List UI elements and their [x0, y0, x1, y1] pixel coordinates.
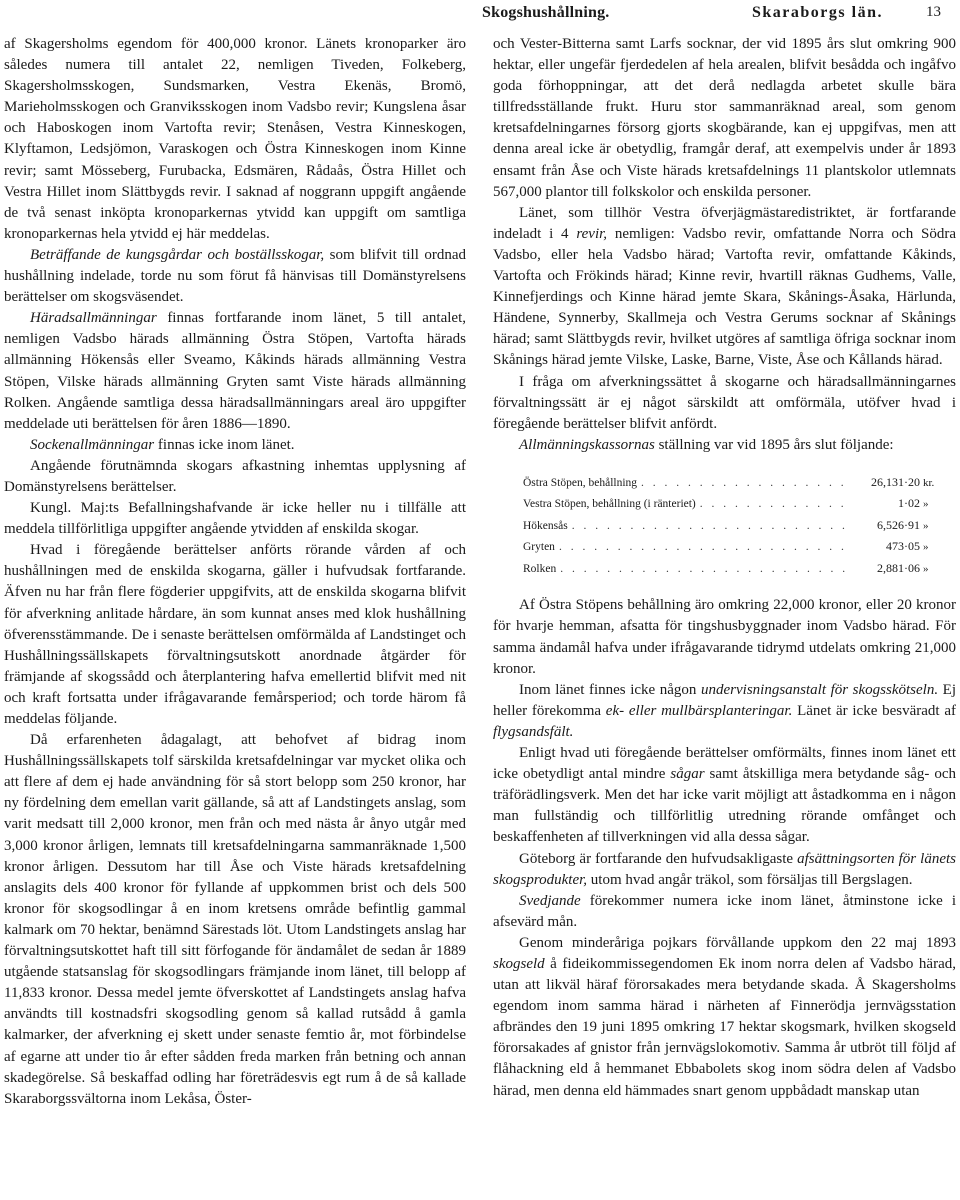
paragraph-text: Länet, som tillhör Vestra öfverjägmästaredistriktet, är fortfarande indeladt i 4 — [493, 204, 956, 242]
paragraph: Kungl. Maj:ts Befallningshafvande är icke heller nu i tillfälle att meddela tillförlitliga uppgifter angående ytvidden af enskilda skogar. — [4, 500, 466, 538]
emphasis: Sockenallmänningar — [30, 436, 155, 453]
leader-dots — [700, 494, 852, 515]
holdings-unit: » — [923, 541, 929, 554]
holdings-amount: 2,881·06 — [877, 560, 920, 575]
holdings-name: Hökensås — [523, 519, 568, 532]
holdings-amount: 1·02 — [898, 496, 920, 511]
leader-dots — [641, 473, 852, 494]
right-column — [493, 34, 956, 1102]
paragraph: Angående förutnämnda skogars afkastning inhemtas upplysning af Domänstyrelsens berättelser. — [4, 457, 466, 495]
emphasis: skogseld — [493, 955, 545, 972]
holdings-amount: 26,131·20 — [871, 474, 920, 489]
paragraph-text: samt åtskilliga mera betydande såg- och träförädlingsverk. Men det har icke varit möjligt att åstadkomma en i någon man fullständig och tillförlitlig utredning rörande omfånget och beskaffenheten af tillverkningen vid alla dessa sågar. — [493, 766, 956, 846]
paragraph — [4, 435, 466, 456]
holdings-name: Gryten — [523, 541, 555, 554]
emphasis: ek- eller mullbärsplanteringar. — [605, 702, 793, 719]
paragraph — [493, 680, 956, 743]
paragraph: I fråga om afverkningssättet å skogarne och häradsallmänningarnes förvaltningssätt är ej något särskildt att omförmäla, utöfver hvad i föregående berättelser blifvit anfördt. — [493, 373, 956, 432]
holdings-amount: 6,526·91 — [877, 517, 920, 532]
emphasis: revir, — [576, 225, 608, 242]
holdings-name: Vestra Stöpen, behållning (i ränteriet) — [523, 498, 696, 511]
paragraph — [493, 933, 956, 1102]
paragraph — [4, 308, 466, 435]
paragraph — [493, 891, 956, 933]
holdings-row — [523, 536, 949, 558]
paragraph-text: förekommer numera icke inom länet, åtminstone icke i afsevärd mån. — [493, 892, 956, 930]
paragraph-text: Göteborg är fortfarande den hufvudsakligaste — [519, 850, 798, 867]
holdings-table — [523, 472, 949, 580]
holdings-row — [523, 515, 949, 537]
paragraph — [493, 849, 956, 891]
emphasis: afsättningsorten för länets skogsprodukter, — [493, 850, 956, 888]
paragraph-text: Inom länet finnes icke någon — [519, 681, 701, 698]
paragraph-text: finnas fortfarande inom länet, 5 till antalet, nemligen Vadsbo härads allmänning Östra Stöpen, Vartofta härads allmänning Hökensås eller Sveamo, Kåkinds härads allmänning Vestra Stöpen, Vilske härads allmänning Gryten samt Viste härads allmänning Rolken. Angående samtliga dessa häradsallmänningars areal äro uppgifter meddelade uti berättelsen för åren 1886—1890. — [4, 310, 466, 432]
emphasis: Allmänningskassornas — [519, 436, 655, 453]
paragraph — [493, 743, 956, 848]
paragraph — [493, 435, 956, 456]
paragraph: Då erfarenheten ådagalagt, att behofvet af bidrag inom Hushållningssällskapets tolf särskilda kretsafdelningar var mycket olika och att flere af dem ej hade användning för så stort belopp som 250 kronor, har ny fördelning dem emellan varit gällande, så att af Landstingets anslag, som varit medsatt till 2,000 kronor, men från och med nästa år ånyo utgår med 3,000 kronor årligen, lemnats till kretsafdelningarna sammanräknade 1,500 kronor årligen. Dessutom har till Åse och Viste härads kretsafdelning anslagits dels 400 kronor för fyllande af uppkommen brist och dels 500 kronor för skogsodlingar å en inom kretsens område befintlig gammal kalmark om 70 hektar, benämnd Särestads löt. Utom Landstingets anslag har förvaltningsutskottet haft till sitt förfogande för ändamålet de sedan år 1889 utgående statsanslag för skogsodlingars främjande inom länet, till belopp af 11,833 kronor. Dessa medel jemte öfverskottet af Landstingets anslag hafva användts till kostnadsfri skogsodling genom så kallad rutsådd å gamla kalmarker, der afverkning ej skett under senaste femtio år, mot förbindelse af egarne att under tio år efter sådden freda marken från betning och annan skadegörelse. Så beskaffad odling har företrädesvis egt rum å de så kallade Skaraborgssvältorna inom Lekåsa, Öster- — [4, 732, 466, 1107]
holdings-unit: » — [923, 498, 929, 511]
holdings-name: Östra Stöpen, behållning — [523, 476, 638, 489]
leader-dots — [560, 559, 852, 580]
holdings-name: Rolken — [523, 562, 557, 575]
emphasis: undervisningsanstalt för skogsskötseln. — [701, 681, 939, 698]
emphasis: Häradsallmänningar — [30, 310, 157, 327]
emphasis: Beträffande de kungsgårdar och boställsskogar, — [30, 246, 325, 263]
paragraph-text: Enligt hvad uti föregående berättelser omförmälts, finnes inom länet ett icke obetydligt antal mindre — [493, 745, 956, 783]
paragraph-text: som blifvit till ordnad hushållning indelade, torde nu som förut få hänvisas till Domänstyrelsens berättelser om skogsväsendet. — [4, 246, 466, 306]
paragraph-text: ställning var vid 1895 års slut följande: — [654, 436, 894, 453]
holdings-row — [523, 493, 949, 515]
paragraph-text: Genom minderåriga pojkars förvållande uppkom den 22 maj 1893 — [519, 934, 956, 951]
holdings-unit: » — [923, 562, 929, 575]
paragraph-text: nemligen: Vadsbo revir, omfattande Norra och Södra Vadsbo, eller hela Vadsbo härad; Vartofta revir, omfattande Kåkinds, Vartofta och Frökinds härad; Kinne revir, hvartill räknas Gudhems, Valle, Kinnefjerdings och Kinne härad jemte Skara, Skånings-Åsaka, Härlunda, Händene, Synnerby, Skallmeja och Vestra Gerums socknar af Skånings härad; samt Slättbygds revir, hvilket utgöres af samtliga öfriga socknar inom Skånings härad jemte Vilske, Laske, Barne, Viste, Åse och Kållands härad. — [493, 225, 956, 369]
paragraph-text: Länet är icke besväradt af — [792, 702, 956, 719]
leader-dots — [559, 537, 852, 558]
holdings-amount: 473·05 — [886, 539, 920, 554]
left-column — [4, 34, 466, 1110]
paragraph: Hvad i föregående berättelser anförts rörande vården af och hushållningen med de enskilda skogarna, gäller i hufvudsak fortfarande. Äfven nu har från flere fögderier uppgifvits, att de enskilda skogarna blifvit för afverkning anlitade hårdare, än som kunnat anses med klok hushållning öfverensstämmande. De i senaste berättelsen omförmälda af Landstinget och Hushållningssällskapets förvaltningsutskott anordnade åtgärder för främjande af skogssådd och återplantering hafva emellertid blifvit med nit och kraft fortsatta under ifrågavarande femårsperiod; och torde härom få meddelas följande. — [4, 542, 466, 727]
paragraph: Af Östra Stöpens behållning äro omkring 22,000 kronor, eller 20 kronor för hvarje hemman, afsatta för tingshusbyggnader inom Vadsbo härad. För samma ändamål hafva under ifrågavarande tidrymd utdelats omkring 21,000 kronor. — [493, 597, 956, 677]
paragraph — [493, 203, 956, 372]
holdings-unit: kr. — [923, 476, 935, 489]
holdings-unit: » — [923, 519, 929, 532]
leader-dots — [572, 516, 852, 537]
paragraph-text: finnas icke inom länet. — [154, 436, 295, 453]
paragraph-text: å fideikommissegendomen Ek inom norra delen af Vadsbo härad, utan att likväl häraf förorsakades mera betydande skada. Å Skagersholms egendom inom samma härad i närheten af Finnerödja jernvägsstation afbrändes den 19 juni 1895 omkring 17 hektar skogsmark, hvilken skogseld förorsakades af gnistor från jernvägslokomotiv. Samma år utbröt till följd af flåhackning eld å hemmanet Ebbabolets skog inom södra delen af Vadsbo härad, men denna eld hämmades snart genom uppbådadt manskap utan — [493, 955, 956, 1099]
paragraph: af Skagersholms egendom för 400,000 kronor. Länets kronoparker äro således numera till antalet 22, nemligen Tiveden, Folkeberg, Skagersholmsskogen, Sundsmarken, Vestra Ekenäs, Bromö, Marieholmsskogen och Granviksskogen inom Vadsbo revir; Kungslena åsar och Haboskogen inom Vartofta revir; Stenåsen, Vestra Kinneskogen, Klyftamon, Ledsjömon, Varaskogen och Östra Kinneskogen inom Kinne revir; samt Mösseberg, Furubacka, Edsmären, Rådaås, Östra Hillet och Vestra Hillet inom Slättbygds revir. I saknad af noggrann uppgift angående de två senast inköpta kronoparkernas ytvidd kan uppgift om samtliga kronoparkernas hela ytvidd ej här meddelas. — [4, 36, 466, 242]
emphasis: sågar — [670, 766, 705, 783]
paragraph: och Vester-Bitterna samt Larfs socknar, der vid 1895 års slut omkring 900 hektar, eller ungefär fjerdedelen af hela arealen, blifvit besådda och ingåfvo goda förhoppningar, att det derå nedlagda arbetet skulle bära tillfredsställande frukt. Huru stor sammanräknad areal, som genom kretsafdelningarnes försorg gjorts skogbärande, kan ej uppgifvas, men att denna areal icke är obetydlig, framgår deraf, att exempelvis under år 1893 ensamt från Åse och Viste härads kretsafdelnings 11 plantskolor utlemnats 567,000 plantor till folkskolor och enskilda personer. — [493, 36, 956, 200]
paragraph-text: utom hvad angår träkol, som försäljas till Bergslagen. — [587, 871, 913, 888]
page-number: 13 — [926, 4, 941, 20]
holdings-row — [523, 472, 949, 494]
running-header — [0, 2, 960, 26]
emphasis: flygsandsfält. — [493, 723, 574, 740]
holdings-row — [523, 558, 949, 580]
header-title-left: Skogshushållning. — [482, 4, 610, 21]
paragraph-text: Ej heller förekomma — [493, 681, 956, 719]
header-title-mid: Skaraborgs län. — [752, 4, 883, 21]
emphasis: Svedjande — [519, 892, 581, 909]
paragraph — [4, 245, 466, 308]
